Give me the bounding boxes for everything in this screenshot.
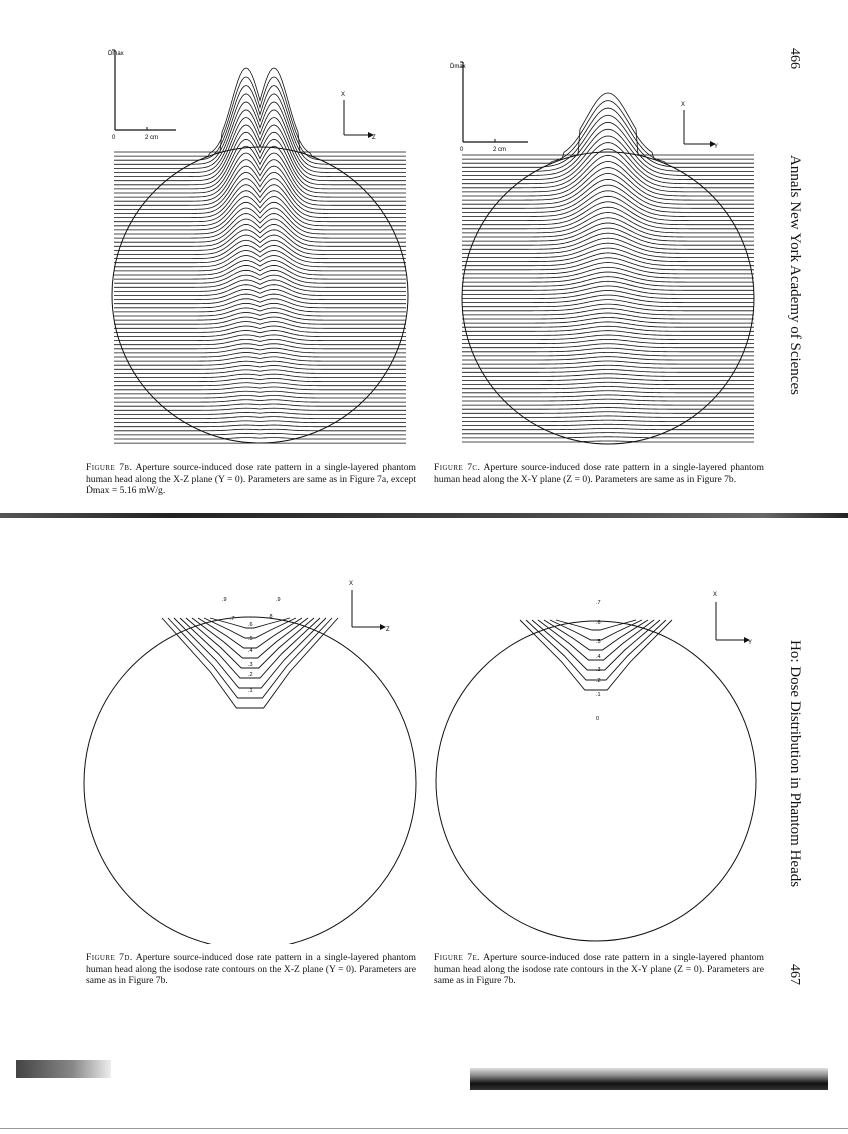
scan-line	[462, 313, 754, 319]
scan-line	[114, 378, 406, 381]
caption-7d	[86, 952, 416, 987]
fig7c-scale-end: 2 cm	[493, 147, 507, 153]
scan-line	[462, 339, 754, 343]
scan-line	[114, 408, 406, 410]
scan-line	[462, 357, 754, 360]
scan-line	[114, 361, 406, 365]
contour-label: .9	[222, 597, 227, 603]
scan-line	[462, 378, 754, 380]
scan-line	[114, 370, 406, 374]
scan-line	[114, 94, 406, 164]
contour-label: 0	[596, 716, 600, 722]
scan-line	[114, 357, 406, 361]
scan-line	[114, 285, 406, 296]
scan-line	[462, 352, 754, 356]
scan-line	[114, 412, 406, 414]
page-number-top: 466	[787, 48, 802, 69]
fig7b-scale-end: 2 cm	[145, 135, 159, 141]
scan-line	[114, 374, 406, 377]
scan-line	[114, 166, 406, 205]
scan-line	[114, 280, 406, 291]
scan-line	[462, 424, 754, 425]
scan-line	[462, 395, 754, 397]
scan-line	[114, 391, 406, 394]
fig7e-contour-labels	[596, 600, 601, 722]
fig7c-axis-up-label: X	[681, 102, 686, 108]
contour-label: .2	[248, 672, 253, 678]
caption-7b-text: Aperture source-induced dose rate pattern in a single-layered phantom human head along the X-Z plane (Y = 0). Parameters are same as in Figure 7a, except Ḋmax = 5.16 mW/g.	[86, 462, 416, 496]
scan-line	[462, 382, 754, 384]
contour-label: .6	[596, 620, 601, 626]
scan-line	[462, 433, 754, 434]
scan-line	[114, 245, 406, 262]
contour-label: .3	[248, 662, 253, 668]
scan-line	[114, 172, 406, 209]
scan-line	[462, 370, 754, 373]
fig7c-scale-start: 0	[460, 147, 464, 153]
fig7b-scale-start: 0	[112, 135, 116, 141]
scan-line	[462, 412, 754, 414]
scan-line	[462, 202, 754, 225]
figure-7e	[430, 582, 770, 944]
scan-line	[114, 322, 406, 329]
fig7b-head-outline	[112, 147, 408, 443]
scan-line	[462, 300, 754, 307]
scan-line	[462, 253, 754, 266]
contour-label: .6	[248, 622, 253, 628]
fig7d-axis-up-label: X	[349, 581, 354, 587]
scan-line	[462, 441, 754, 442]
scan-line	[114, 396, 406, 399]
scan-line	[114, 270, 406, 283]
caption-7c-text: Aperture source-induced dose rate pattern in a single-layered phantom human head along the X-Y plane (Z = 0). Parameters are same as in Figure 7b.	[434, 462, 764, 485]
scan-line	[114, 404, 406, 406]
scan-line	[114, 191, 406, 222]
caption-7e	[434, 952, 764, 987]
contour-label: .4	[248, 648, 253, 654]
fig7b-axis-up-label: X	[341, 92, 346, 98]
contour-label: .9	[276, 597, 281, 603]
figure-7c	[448, 52, 768, 458]
scan-line	[114, 275, 406, 287]
scan-line	[114, 317, 406, 324]
scan-line	[114, 433, 406, 434]
scan-line	[114, 265, 406, 279]
scan-line	[114, 421, 406, 423]
scan-line	[462, 416, 754, 417]
fig7e-axis-right-label: Y	[748, 640, 753, 646]
contour-label: .5	[596, 639, 601, 645]
scan-line	[114, 256, 406, 271]
scan-line	[114, 387, 406, 390]
scan-line	[114, 438, 406, 439]
scan-line	[114, 417, 406, 419]
scan-line	[462, 391, 754, 393]
scan-line	[114, 429, 406, 431]
scan-line	[462, 437, 754, 438]
fig7e-axis-up-label: X	[713, 592, 718, 598]
scan-line	[114, 335, 406, 341]
scan-line	[114, 326, 406, 332]
contour-label: .3	[596, 667, 601, 673]
scan-line	[462, 408, 754, 410]
scan-line	[462, 309, 754, 315]
fig7d-axis-right-label: Z	[386, 627, 390, 633]
scan-line	[114, 383, 406, 386]
bottom-scan-bar	[470, 1068, 828, 1090]
running-head-bottom: Ho: Dose Distribution in Phantom Heads	[787, 640, 803, 888]
scan-line	[462, 304, 754, 311]
scan-line	[114, 425, 406, 427]
scan-line	[462, 420, 754, 421]
scan-line	[462, 365, 754, 368]
scan-line	[462, 344, 754, 348]
scan-line	[114, 85, 406, 160]
caption-7b	[86, 462, 416, 497]
caption-7d-label: Figure 7d.	[86, 952, 133, 963]
running-head-top: Annals New York Academy of Sciences	[787, 155, 803, 395]
scan-line	[462, 403, 754, 405]
caption-7d-text: Aperture source-induced dose rate pattern in a single-layered phantom human head along the isodose rate contours on the X-Z plane (Y = 0). Parameters are same as in Figure 7b.	[86, 952, 416, 986]
scan-line	[462, 387, 754, 389]
fig7b-scan-lines	[114, 68, 406, 443]
scan-line	[462, 428, 754, 429]
figure-7b	[100, 40, 420, 458]
contour-label: .7	[596, 600, 601, 606]
contour-label: .8	[268, 614, 273, 620]
fig7b-axis-right-label: Z	[372, 135, 376, 141]
caption-7c-label: Figure 7c.	[434, 462, 481, 473]
bottom-rule	[0, 1128, 848, 1129]
fig7c-axis-right-label: Y	[714, 144, 719, 150]
contour-label: .2	[596, 678, 601, 684]
contour-label: .4	[596, 654, 601, 660]
scan-line	[462, 174, 754, 205]
contour-label: .1	[248, 688, 253, 694]
scan-line	[114, 339, 406, 344]
scan-line	[462, 258, 754, 270]
scan-line	[462, 361, 754, 364]
caption-7e-text: Aperture source-induced dose rate pattern in a single-layered phantom human head along the isodose rate contours in the X-Y plane (Z = 0). Parameters are same as in Figure 7b.	[434, 952, 764, 986]
scan-line	[114, 330, 406, 336]
contour-label: .5	[248, 636, 253, 642]
fig7c-dmax-label: Ḋmax	[450, 64, 466, 70]
scan-line	[462, 348, 754, 352]
scan-line	[114, 366, 406, 370]
scan-line	[462, 248, 754, 262]
page-divider-band	[0, 513, 848, 518]
scan-line	[462, 238, 754, 253]
contour-label: .7	[230, 616, 235, 622]
caption-7e-label: Figure 7e.	[434, 952, 480, 963]
caption-7c	[434, 462, 764, 485]
bottom-left-scan-mark	[16, 1060, 111, 1078]
contour-label: .1	[596, 692, 601, 698]
scan-line	[462, 399, 754, 401]
figure-7d	[80, 572, 430, 944]
scan-line	[114, 77, 406, 156]
scan-line	[462, 374, 754, 377]
page-number-bottom: 467	[787, 964, 802, 985]
caption-7b-label: Figure 7b.	[86, 462, 133, 473]
fig7b-dmax-label: Ḋmax	[108, 51, 124, 57]
